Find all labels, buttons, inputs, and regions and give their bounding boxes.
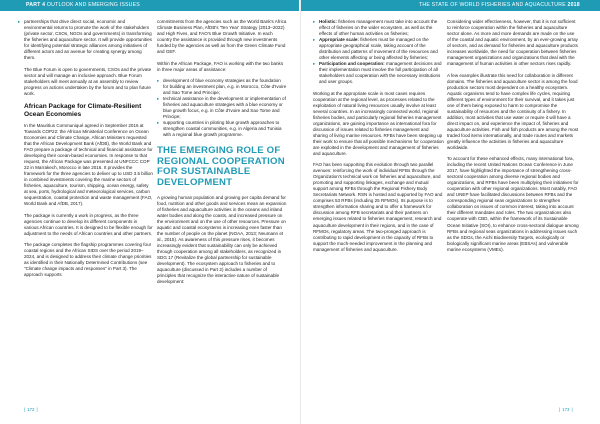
footer-left: | 172 | bbox=[24, 407, 38, 412]
footer-right: | 173 | bbox=[559, 407, 573, 412]
column-1 bbox=[24, 19, 153, 284]
page-number: 172 bbox=[27, 407, 35, 412]
list-item-term: Appropriate scale: bbox=[319, 37, 359, 43]
paragraph: In the Mauritius Communiqué agreed in September 2016 at Towards COP22: the African Ministerial Conference on Ocean Economies and Climate Change, African Ministers requested that the African Development Bank (AfDB), the World Bank and FAO prepare a package of technical and financial assistance for developing their ocean-based economies. In response to that request, the African Package was presented at UNFCCC COP 22 in Marrakech, Morocco in late 2016. It provides the framework for the three agencies to deliver up to USD 3.5 billion in combined investments covering the marine sectors of fisheries, aquaculture, tourism, shipping, ocean energy, safety at sea, ports, hydrological and meteorological services, carbon sequestration, coastal protection and waste management (FAO, World Bank and AfDB, 2017). bbox=[24, 123, 153, 207]
paragraph: partnerships that drive direct social, economic and environmental returns to promote the work of the stakeholders (private sector, CSOs, NGOs and governments) in transforming the fisheries and aquaculture sector. It will provide opportunities for identifying potential strategic alliances among initiatives of different actors and an avenue for creating synergy among them. bbox=[24, 19, 152, 61]
list-item-text: fisheries management must take into account the effect of fisheries on the wider ecosystem, as well as the effects of other human activities on fisheries; bbox=[319, 19, 438, 37]
header-left bbox=[0, 0, 299, 11]
header-part-label: PART 4 bbox=[26, 2, 46, 8]
paragraph: A few examples illustrate this need for collaboration in different domains. The fisheries and aquaculture sector is among the food production sectors most dependent on a healthy ecosystem. Aquatic organisms tend to have complex life cycles, requiring different types of environment for their survival, and it takes just one of them being exposed to harm to compromise the sustainability of resources and the continuity of a fishery. In addition, most activities that use water or require it will have a direct impact on, and experience the impact of, fisheries and aquaculture activities. Fish and fish products are among the most traded food items internationally, and trade routes and markets greatly influence the activities in fisheries and aquaculture worldwide. bbox=[447, 72, 579, 150]
paragraph: The package is currently a work in progress, as the three agencies continue to develop its different components in various African countries. It is designed to be flexible enough for adjustment to the needs of African countries and other partners. bbox=[24, 212, 153, 236]
paragraph: Considering wider effectiveness, however, that it is not sufficient to reinforce cooperation within the fisheries and aquaculture sector alone. As more and more demands are made on the use of the coastal and aquatic environment, by an ever-growing array of sectors, and as demand for fisheries and aquaculture products increases worldwide, the need for cooperation between fisheries management organizations and organizations that deal with the management of human activities in other sectors rises rapidly. bbox=[447, 19, 578, 67]
paragraph: Working at the appropriate scale in most cases requires cooperation at the regional level, as processes related to the exploitation of natural living resources usually involve at least several countries. In an increasingly connected world, regional fisheries bodies, and particularly regional fisheries management organizations, are gaining importance as international fora for discussion of issues related to fisheries management and sharing of living marine resources. RFBs have been stepping up their work to ensure that all possible mechanisms for cooperation are exploited in the development and management of fisheries and aquaculture. bbox=[313, 90, 444, 156]
list-item bbox=[319, 61, 444, 85]
paragraph: To account for these enhanced effects, many international fora, including the recent United Nations Ocean Conference in June 2017, have highlighted the importance of strengthening cross-sectoral cooperation among diverse regional bodies and organizations, and RFBs have been multiplying their initiatives for cooperation with other regional organizations. Most notably, FAO and UNEP have facilitated discussions between RFBs and the corresponding regional seas organizations to strengthen collaboration on issues of common interest, taking into account their different mandates and roles. The two organizations also cooperate with CBD, within the framework of its Sustainable Ocean Initiative (SOI), to enhance cross-sectoral dialogue among RFBs and regional seas organizations in addressing issues such as the SDGs, the Aichi Biodiversity Targets, ecologically or biologically significant marine areas (EBSAs) and vulnerable marine ecosystems (VMEs). bbox=[447, 156, 579, 252]
list-item-term: Holistic: bbox=[319, 19, 337, 24]
list-item: ▸ supporting countries in piloting blue growth approaches to strengthen coastal communities, e.g. in Algeria and Tunisia with a regional blue growth programme. bbox=[163, 120, 287, 138]
continuation-bullet-icon: ▸ bbox=[18, 19, 21, 24]
header-right bbox=[301, 0, 600, 11]
paragraph: The package completes the flagship programmes covering four coastal regions and the African SIDS over the period 2019–2024, and is designed to address their climate change priorities as identified in their Nationally Determined Contributions (see "Climate change impacts and responses" in Part 3). The approach supports bbox=[24, 242, 152, 278]
bullet-list bbox=[313, 19, 444, 85]
column-3 bbox=[313, 19, 444, 258]
list-item-text: management decisions and their implementation must involve the full participation of all stakeholders and cooperation with the necessary institutions and user groups. bbox=[319, 61, 442, 85]
header-left-title: OUTLOOK AND EMERGING ISSUES bbox=[45, 2, 140, 8]
section-title: THE EMERGING ROLE OF REGIONAL COOPERATION FOR SUSTAINABLE DEVELOPMENT bbox=[157, 145, 285, 188]
paragraph: Within the African Package, FAO is working with the two banks in three major areas of assistance: bbox=[157, 60, 284, 72]
page-number: 173 bbox=[562, 407, 570, 412]
list-item: ▸ development of blue economy strategies as the foundation for building an investment plan, e.g. in Morocco, Côte d'Ivoire and Sao Tome and Principe; bbox=[163, 78, 287, 96]
list-item-text: fisheries must be managed on the appropriate geographical scale, taking account of the distribution and patterns of movement of the resources and other elements affecting or being affected by fisheries; bbox=[319, 37, 438, 61]
section-heading: African Package for Climate-Resilient Ocean Economies bbox=[24, 102, 142, 118]
paragraph: commitments from the agencies such as the World Bank's Africa Climate Business Plan, AfDB's 'Ten Year' Strategy (2013–2022) and High Fives, and FAO's Blue Growth Initiative. In each country the assistance is provided through new investments funded by the agencies as well as from the Green Climate Fund and GEF. bbox=[157, 19, 287, 55]
list-item-term: Participation and cooperation: bbox=[319, 61, 385, 67]
paragraph: The Blue Forum is open to governments, CSOs and the private sector and will manage an inclusive approach. Blue Forum stakeholders will meet annually at an assembly to review progress on actions undertaken by the forum and to plan future work. bbox=[24, 66, 152, 96]
column-2 bbox=[157, 19, 287, 291]
paragraph: A growing human population and growing per capita demand for food, nutrition and other goods and services mean an expansion of fisheries and aquaculture activities in the oceans and inland water bodies and along the coasts, and increased pressure on the environment and on the use of other resources. Pressure on aquatic and coastal ecosystems is increasing even faster than the number of people on the planet (NOAA, 2013; Neumann et al., 2015). As awareness of this pressure rises, it becomes increasingly evident that sustainability can only be achieved through cooperation among all stakeholders, as recognized in SDG 17 (Revitalize the global partnership for sustainable development). The ecosystem approach to fisheries and to aquaculture (discussed in Part 2) includes a number of principles that recognize the interactive nature of sustainable development: bbox=[157, 194, 287, 285]
bullet-list bbox=[157, 78, 287, 138]
page-gutter-divider bbox=[300, 0, 301, 424]
list-item bbox=[319, 37, 444, 61]
header-year: 2018 bbox=[567, 2, 580, 8]
header-right-title: THE STATE OF WORLD FISHERIES AND AQUACULTURE bbox=[419, 2, 568, 8]
list-item bbox=[319, 19, 444, 37]
paragraph: FAO has been supporting this evolution through two parallel avenues: reinforcing the work of individual RFBs through the Organization's technical work on fisheries and aquaculture, and promoting and supporting linkages, exchange and mutual support among RFBs through the Regional Fishery Body Secretariats Network. RSN is hosted and supported by FAO and comprises 53 RFBs (including 25 RFMOs). Its purpose is to strengthen information sharing and to offer a framework for discussion among RFB secretariats and their partners on emerging issues related to fisheries management, research and aquaculture development in their regions, and in the case of RFMOs, regulatory areas. The two-pronged approach is contributing to rapid development in the capacity of RFBs to support the much-needed improvement in the planning and management of fisheries and aquaculture. bbox=[313, 162, 443, 252]
list-item: ▸ technical assistance in the development or implementation of fisheries and aquaculture strategies with a blue economy or blue growth focus, e.g. in Côte d'Ivoire and Sao Tome and Principe; bbox=[163, 96, 287, 120]
column-4 bbox=[447, 19, 579, 258]
